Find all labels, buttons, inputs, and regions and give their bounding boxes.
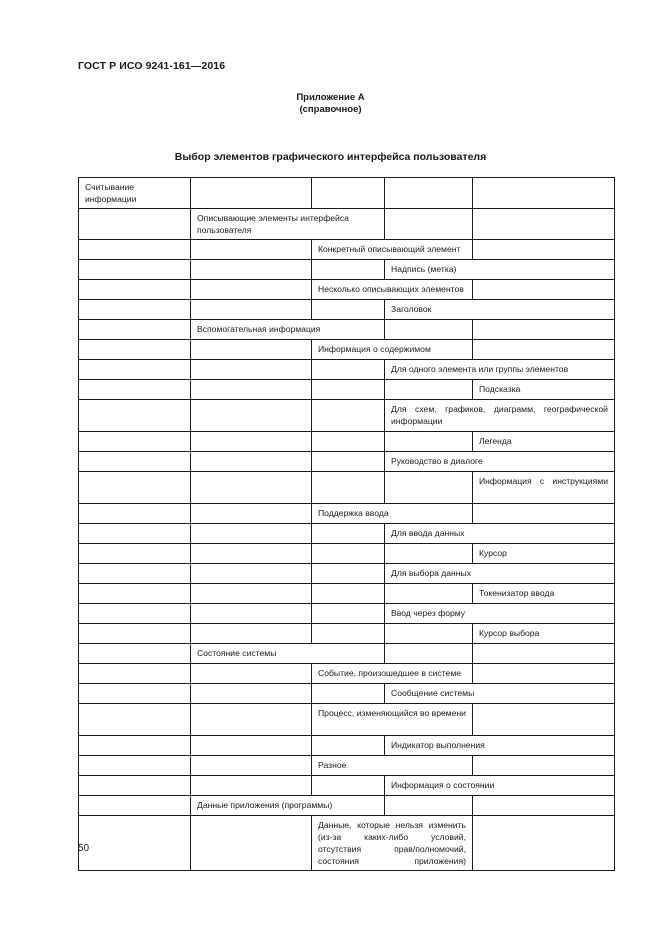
table-cell-empty bbox=[79, 280, 191, 300]
page-number: 50 bbox=[78, 843, 90, 854]
table-cell-empty bbox=[473, 816, 615, 871]
table-cell-empty bbox=[473, 704, 615, 736]
table-cell-empty bbox=[79, 796, 191, 816]
table-cell-label: Описывающие элементы интерфейса пользователя bbox=[191, 209, 385, 240]
table-cell-empty bbox=[385, 796, 473, 816]
table-cell-empty bbox=[191, 756, 312, 776]
table-cell-empty bbox=[79, 400, 191, 432]
table-row bbox=[79, 260, 615, 280]
table-cell-empty bbox=[191, 704, 312, 736]
table-cell-label: Информация с инструкциями bbox=[473, 472, 615, 504]
table-cell-empty bbox=[191, 504, 312, 524]
table-cell-label: Сообщение системы bbox=[385, 684, 615, 704]
table-cell-empty bbox=[191, 300, 312, 320]
table-cell-empty bbox=[312, 564, 385, 584]
table-row bbox=[79, 684, 615, 704]
table-cell-label: Заголовок bbox=[385, 300, 615, 320]
table-cell-label: Индикатор выполнения bbox=[385, 736, 615, 756]
table-cell-label: Вспомогательная информация bbox=[191, 320, 385, 340]
table-cell-empty bbox=[312, 472, 385, 504]
table-cell-empty bbox=[79, 564, 191, 584]
table-cell-empty bbox=[312, 432, 385, 452]
table-row bbox=[79, 400, 615, 432]
table-row bbox=[79, 320, 615, 340]
table-row bbox=[79, 816, 615, 871]
table-cell-empty bbox=[79, 472, 191, 504]
table-row bbox=[79, 564, 615, 584]
table-cell-empty bbox=[191, 604, 312, 624]
table-row bbox=[79, 524, 615, 544]
table-cell-label: Подсказка bbox=[473, 380, 615, 400]
table-row bbox=[79, 300, 615, 320]
table-cell-empty bbox=[385, 544, 473, 564]
table-cell-empty bbox=[191, 280, 312, 300]
table-cell-empty bbox=[79, 684, 191, 704]
table-cell-empty bbox=[473, 644, 615, 664]
table-row bbox=[79, 360, 615, 380]
table-row bbox=[79, 209, 615, 240]
table-row bbox=[79, 624, 615, 644]
table-cell-empty bbox=[473, 240, 615, 260]
table-cell-label: Легенда bbox=[473, 432, 615, 452]
table-cell-label: Данные приложения (программы) bbox=[191, 796, 385, 816]
table-cell-empty bbox=[79, 644, 191, 664]
table-cell-empty bbox=[312, 524, 385, 544]
table-cell-empty bbox=[79, 604, 191, 624]
table-cell-empty bbox=[191, 340, 312, 360]
table-cell-empty bbox=[385, 178, 473, 209]
table-cell-empty bbox=[473, 280, 615, 300]
table-cell-empty bbox=[385, 644, 473, 664]
table-cell-empty bbox=[191, 178, 312, 209]
table-cell-label: Для выбора данных bbox=[385, 564, 615, 584]
table-cell-label: Информация о состоянии bbox=[385, 776, 615, 796]
table-cell-empty bbox=[312, 544, 385, 564]
table-cell-empty bbox=[191, 260, 312, 280]
table-cell-label: Ввод через форму bbox=[385, 604, 615, 624]
table-row bbox=[79, 380, 615, 400]
table-cell-label: Курсор bbox=[473, 544, 615, 564]
table-row bbox=[79, 604, 615, 624]
table-cell-empty bbox=[385, 472, 473, 504]
table-cell-empty bbox=[473, 178, 615, 209]
table-cell-empty bbox=[312, 360, 385, 380]
table-cell-empty bbox=[79, 260, 191, 280]
table-cell-empty bbox=[312, 584, 385, 604]
table-cell-empty bbox=[312, 684, 385, 704]
table-row bbox=[79, 664, 615, 684]
table-cell-label: Процесс, изменяющийся во времени bbox=[312, 704, 473, 736]
table-cell-empty bbox=[79, 504, 191, 524]
table-cell-label: Считывание информации bbox=[79, 178, 191, 209]
table-cell-empty bbox=[191, 684, 312, 704]
table-cell-label: Руководство в диалоге bbox=[385, 452, 615, 472]
table-row bbox=[79, 340, 615, 360]
table-row bbox=[79, 472, 615, 504]
table-cell-empty bbox=[191, 816, 312, 871]
table-cell-empty bbox=[191, 584, 312, 604]
table-cell-empty bbox=[385, 432, 473, 452]
table-cell-empty bbox=[191, 624, 312, 644]
table-cell-empty bbox=[312, 400, 385, 432]
table-cell-empty bbox=[79, 664, 191, 684]
table-row bbox=[79, 756, 615, 776]
table-cell-label: Конкретный описывающий элемент bbox=[312, 240, 473, 260]
table-cell-empty bbox=[79, 816, 191, 871]
table-cell-empty bbox=[79, 320, 191, 340]
table-cell-empty bbox=[79, 380, 191, 400]
table-cell-label: Токенизатор ввода bbox=[473, 584, 615, 604]
table-row bbox=[79, 544, 615, 564]
table-cell-label: Событие, произошедшее в системе bbox=[312, 664, 473, 684]
table-row bbox=[79, 704, 615, 736]
table-cell-empty bbox=[79, 756, 191, 776]
table-cell-label: Для ввода данных bbox=[385, 524, 615, 544]
table-cell-label: Разное bbox=[312, 756, 473, 776]
table-cell-empty bbox=[473, 320, 615, 340]
table-cell-empty bbox=[473, 664, 615, 684]
table-cell-empty bbox=[191, 736, 312, 756]
table-cell-empty bbox=[191, 664, 312, 684]
table-cell-empty bbox=[79, 704, 191, 736]
table-cell-label: Для одного элемента или группы элементов bbox=[385, 360, 615, 380]
table-cell-empty bbox=[79, 584, 191, 604]
table-cell-empty bbox=[312, 604, 385, 624]
table-cell-label: Курсор выбора bbox=[473, 624, 615, 644]
table-cell-empty bbox=[191, 776, 312, 796]
table-cell-empty bbox=[79, 736, 191, 756]
table-row bbox=[79, 178, 615, 209]
table-cell-label: Несколько описывающих элементов bbox=[312, 280, 473, 300]
table-cell-label: Данные, которые нельзя изменить (из-за каких-либо условий, отсутствия прав/полномочий, состояния приложения) bbox=[312, 816, 473, 871]
table-cell-empty bbox=[191, 432, 312, 452]
table-row bbox=[79, 584, 615, 604]
table-cell-empty bbox=[385, 209, 473, 240]
table-cell-empty bbox=[473, 340, 615, 360]
table-cell-empty bbox=[191, 452, 312, 472]
table-row bbox=[79, 776, 615, 796]
table-cell-label: Поддержка ввода bbox=[312, 504, 473, 524]
table-cell-empty bbox=[79, 524, 191, 544]
table-row bbox=[79, 432, 615, 452]
table-cell-label: Состояние системы bbox=[191, 644, 385, 664]
table-cell-empty bbox=[191, 472, 312, 504]
table-row bbox=[79, 504, 615, 524]
table-cell-empty bbox=[79, 432, 191, 452]
table-cell-empty bbox=[312, 736, 385, 756]
table-cell-empty bbox=[79, 240, 191, 260]
table-cell-empty bbox=[312, 380, 385, 400]
table-cell-empty bbox=[385, 380, 473, 400]
table-cell-empty bbox=[191, 240, 312, 260]
table-cell-empty bbox=[385, 624, 473, 644]
hierarchy-table bbox=[78, 177, 615, 871]
table-cell-empty bbox=[473, 209, 615, 240]
table-cell-empty bbox=[79, 340, 191, 360]
table-cell-empty bbox=[191, 400, 312, 432]
table-cell-empty bbox=[191, 564, 312, 584]
table-cell-empty bbox=[79, 360, 191, 380]
table-cell-empty bbox=[79, 544, 191, 564]
table-cell-empty bbox=[473, 504, 615, 524]
table-cell-label: Информация о содержимом bbox=[312, 340, 473, 360]
table-row bbox=[79, 796, 615, 816]
appendix-title: Приложение А bbox=[296, 92, 365, 103]
table-cell-empty bbox=[191, 524, 312, 544]
table-cell-empty bbox=[79, 209, 191, 240]
table-cell-empty bbox=[473, 756, 615, 776]
table-cell-empty bbox=[312, 624, 385, 644]
table-row bbox=[79, 452, 615, 472]
table-cell-empty bbox=[312, 300, 385, 320]
document-header: ГОСТ Р ИСО 9241-161—2016 bbox=[78, 60, 226, 72]
table-cell-empty bbox=[79, 300, 191, 320]
table-row bbox=[79, 280, 615, 300]
table-cell-label: Надпись (метка) bbox=[385, 260, 615, 280]
table-cell-empty bbox=[312, 452, 385, 472]
table-cell-empty bbox=[79, 452, 191, 472]
table-cell-empty bbox=[473, 796, 615, 816]
appendix-subtitle: (справочное) bbox=[299, 104, 362, 115]
table-cell-empty bbox=[79, 624, 191, 644]
table-row bbox=[79, 644, 615, 664]
table-cell-empty bbox=[312, 178, 385, 209]
table-cell-empty bbox=[191, 380, 312, 400]
table-cell-empty bbox=[191, 544, 312, 564]
table-row bbox=[79, 736, 615, 756]
table-cell-empty bbox=[385, 584, 473, 604]
page-title: Выбор элементов графического интерфейса пользователя bbox=[174, 151, 487, 163]
table-cell-empty bbox=[191, 360, 312, 380]
table-cell-empty bbox=[79, 776, 191, 796]
table-row bbox=[79, 240, 615, 260]
table-cell-empty bbox=[385, 320, 473, 340]
appendix-heading bbox=[0, 92, 661, 116]
table-cell-empty bbox=[312, 260, 385, 280]
table-cell-label: Для схем, графиков, диаграмм, географической информации bbox=[385, 400, 615, 432]
table-cell-empty bbox=[312, 776, 385, 796]
